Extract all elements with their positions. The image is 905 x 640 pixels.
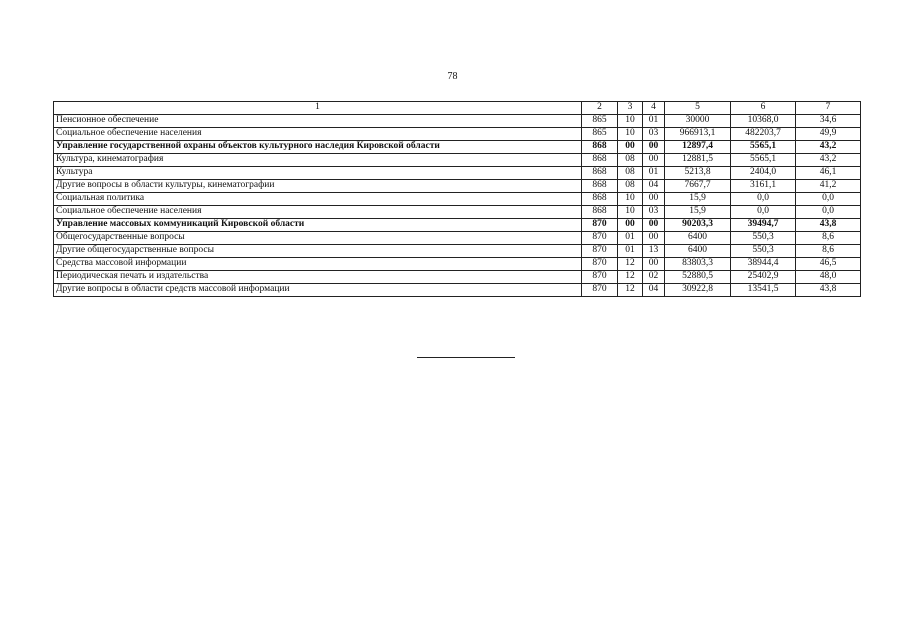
percent-cell: 46,1: [796, 167, 861, 180]
subsection-code-cell: 04: [643, 284, 665, 297]
section-code-cell: 10: [618, 128, 643, 141]
row-name-cell: Средства массовой информации: [54, 258, 582, 271]
subsection-code-cell: 00: [643, 193, 665, 206]
ministry-code-cell: 870: [582, 258, 618, 271]
row-name-cell: Другие вопросы в области средств массовой информации: [54, 284, 582, 297]
percent-cell: 48,0: [796, 271, 861, 284]
percent-cell: 43,8: [796, 219, 861, 232]
planned-value-cell: 12897,4: [665, 141, 731, 154]
planned-value-cell: 52880,5: [665, 271, 731, 284]
section-code-cell: 08: [618, 180, 643, 193]
subsection-code-cell: 03: [643, 128, 665, 141]
subsection-code-cell: 03: [643, 206, 665, 219]
actual-value-cell: 38944,4: [731, 258, 796, 271]
actual-value-cell: 5565,1: [731, 141, 796, 154]
budget-table: [53, 101, 861, 297]
subsection-code-cell: 00: [643, 141, 665, 154]
actual-value-cell: 13541,5: [731, 284, 796, 297]
actual-value-cell: 550,3: [731, 245, 796, 258]
ministry-code-cell: 868: [582, 206, 618, 219]
subsection-code-cell: 00: [643, 258, 665, 271]
table-row: [54, 245, 861, 258]
percent-cell: 43,2: [796, 154, 861, 167]
ministry-code-cell: 868: [582, 180, 618, 193]
planned-value-cell: 30000: [665, 115, 731, 128]
section-code-cell: 10: [618, 115, 643, 128]
closing-rule: [417, 357, 515, 358]
subsection-code-cell: 13: [643, 245, 665, 258]
planned-value-cell: 83803,3: [665, 258, 731, 271]
table-row: [54, 232, 861, 245]
planned-value-cell: 966913,1: [665, 128, 731, 141]
section-code-cell: 12: [618, 271, 643, 284]
percent-cell: 41,2: [796, 180, 861, 193]
planned-value-cell: 90203,3: [665, 219, 731, 232]
subsection-code-cell: 00: [643, 232, 665, 245]
actual-value-cell: 39494,7: [731, 219, 796, 232]
table-header-row: [54, 102, 861, 115]
row-name-cell: Культура: [54, 167, 582, 180]
section-code-cell: 10: [618, 193, 643, 206]
ministry-code-cell: 865: [582, 128, 618, 141]
row-name-cell: Культура, кинематография: [54, 154, 582, 167]
table-row: [54, 128, 861, 141]
table-row: [54, 271, 861, 284]
row-name-cell: Другие вопросы в области культуры, кинематографии: [54, 180, 582, 193]
ministry-code-cell: 868: [582, 167, 618, 180]
planned-value-cell: 6400: [665, 232, 731, 245]
row-name-cell: Социальное обеспечение населения: [54, 206, 582, 219]
table-row: [54, 284, 861, 297]
subsection-code-cell: 02: [643, 271, 665, 284]
table-row: [54, 115, 861, 128]
column-header: 5: [665, 102, 731, 115]
actual-value-cell: 482203,7: [731, 128, 796, 141]
ministry-code-cell: 868: [582, 154, 618, 167]
planned-value-cell: 30922,8: [665, 284, 731, 297]
ministry-code-cell: 868: [582, 193, 618, 206]
percent-cell: 46,5: [796, 258, 861, 271]
planned-value-cell: 5213,8: [665, 167, 731, 180]
table-row: [54, 180, 861, 193]
row-name-cell: Периодическая печать и издательства: [54, 271, 582, 284]
section-code-cell: 01: [618, 232, 643, 245]
percent-cell: 0,0: [796, 206, 861, 219]
percent-cell: 43,2: [796, 141, 861, 154]
row-name-cell: Социальная политика: [54, 193, 582, 206]
row-name-cell: Социальное обеспечение населения: [54, 128, 582, 141]
actual-value-cell: 25402,9: [731, 271, 796, 284]
subsection-code-cell: 00: [643, 154, 665, 167]
table-row: [54, 206, 861, 219]
planned-value-cell: 12881,5: [665, 154, 731, 167]
actual-value-cell: 5565,1: [731, 154, 796, 167]
planned-value-cell: 15,9: [665, 193, 731, 206]
row-name-cell: Управление массовых коммуникаций Кировской области: [54, 219, 582, 232]
planned-value-cell: 7667,7: [665, 180, 731, 193]
section-code-cell: 00: [618, 219, 643, 232]
percent-cell: 49,9: [796, 128, 861, 141]
actual-value-cell: 0,0: [731, 193, 796, 206]
percent-cell: 0,0: [796, 193, 861, 206]
table-row: [54, 193, 861, 206]
column-header: 6: [731, 102, 796, 115]
subsection-code-cell: 01: [643, 167, 665, 180]
row-name-cell: Пенсионное обеспечение: [54, 115, 582, 128]
subsection-code-cell: 01: [643, 115, 665, 128]
table-row: [54, 154, 861, 167]
table-body: [54, 115, 861, 297]
actual-value-cell: 550,3: [731, 232, 796, 245]
table-row: [54, 167, 861, 180]
actual-value-cell: 0,0: [731, 206, 796, 219]
subsection-code-cell: 00: [643, 219, 665, 232]
percent-cell: 34,6: [796, 115, 861, 128]
percent-cell: 43,8: [796, 284, 861, 297]
column-header: 3: [618, 102, 643, 115]
subsection-code-cell: 04: [643, 180, 665, 193]
table-row: [54, 258, 861, 271]
column-header: 2: [582, 102, 618, 115]
section-code-cell: 10: [618, 206, 643, 219]
ministry-code-cell: 870: [582, 271, 618, 284]
actual-value-cell: 3161,1: [731, 180, 796, 193]
ministry-code-cell: 870: [582, 245, 618, 258]
row-name-cell: Другие общегосударственные вопросы: [54, 245, 582, 258]
percent-cell: 8,6: [796, 245, 861, 258]
section-code-cell: 01: [618, 245, 643, 258]
row-name-cell: Управление государственной охраны объектов культурного наследия Кировской области: [54, 141, 582, 154]
row-name-cell: Общегосударственные вопросы: [54, 232, 582, 245]
section-code-cell: 00: [618, 141, 643, 154]
ministry-code-cell: 865: [582, 115, 618, 128]
ministry-code-cell: 870: [582, 284, 618, 297]
ministry-code-cell: 868: [582, 141, 618, 154]
page-number: 78: [447, 71, 458, 82]
actual-value-cell: 10368,0: [731, 115, 796, 128]
section-code-cell: 12: [618, 258, 643, 271]
column-header: 7: [796, 102, 861, 115]
section-code-cell: 08: [618, 154, 643, 167]
table-row: [54, 141, 861, 154]
percent-cell: 8,6: [796, 232, 861, 245]
section-code-cell: 12: [618, 284, 643, 297]
column-header: 1: [54, 102, 582, 115]
ministry-code-cell: 870: [582, 219, 618, 232]
actual-value-cell: 2404,0: [731, 167, 796, 180]
ministry-code-cell: 870: [582, 232, 618, 245]
planned-value-cell: 6400: [665, 245, 731, 258]
planned-value-cell: 15,9: [665, 206, 731, 219]
table-row: [54, 219, 861, 232]
section-code-cell: 08: [618, 167, 643, 180]
column-header: 4: [643, 102, 665, 115]
